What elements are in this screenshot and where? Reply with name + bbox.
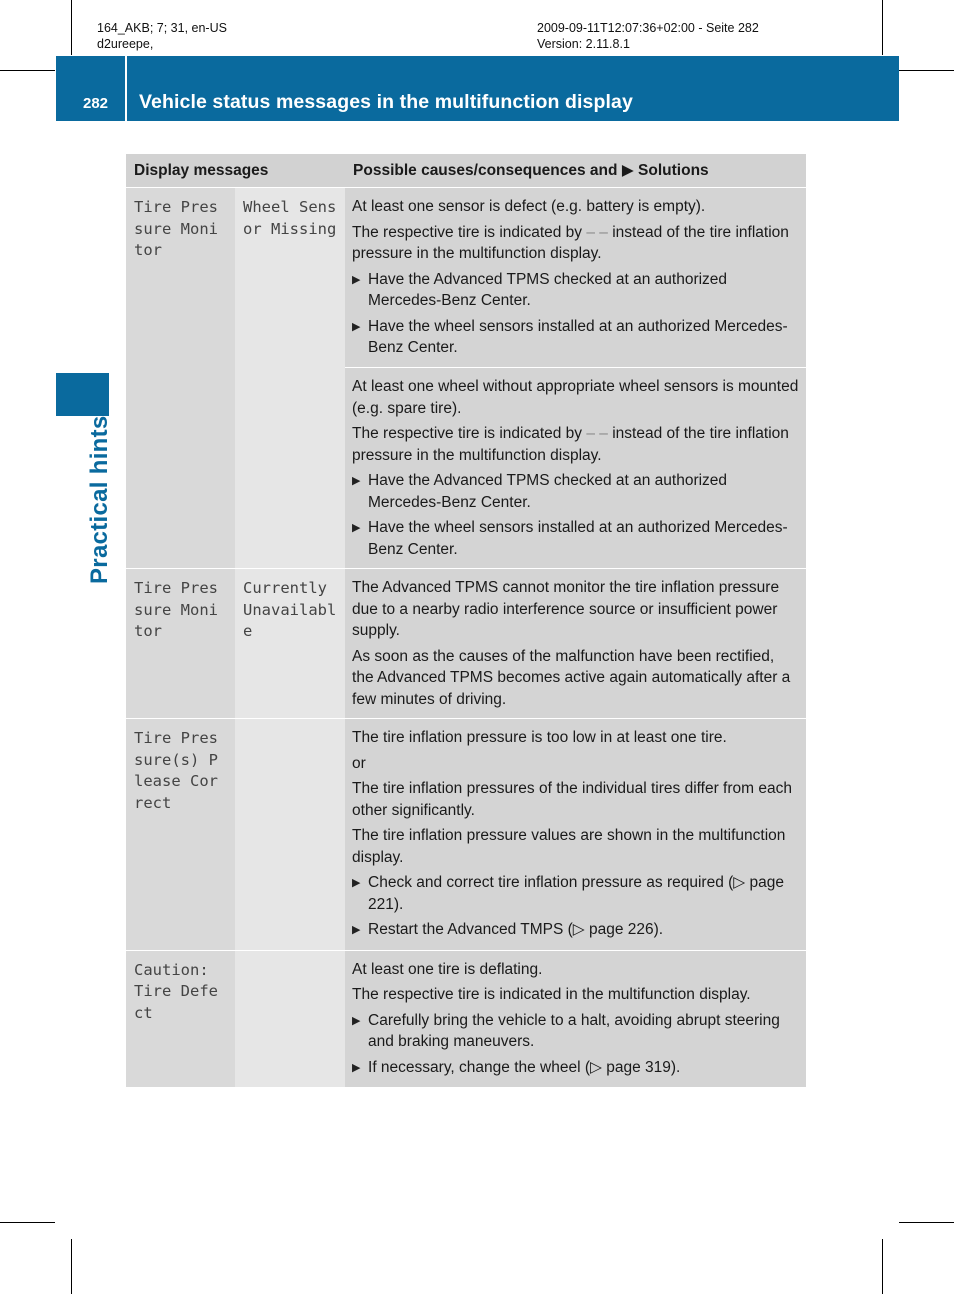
display-message-secondary (235, 950, 345, 1088)
solution-item (352, 269, 799, 312)
display-message-primary: Tire Pressure Monitor (126, 188, 235, 568)
cause-text: At least one tire is deflating. (352, 960, 543, 978)
print-meta-right (537, 20, 759, 52)
print-meta-left (97, 20, 227, 52)
solution-text: Have the wheel sensors installed at an authorized Mercedes-Benz Center. (368, 317, 788, 356)
status-messages-table (126, 154, 806, 1087)
crop-mark (882, 0, 883, 55)
crop-mark (882, 1239, 883, 1294)
column-header-solutions-text: Solutions (638, 162, 709, 179)
cause-text (352, 222, 799, 265)
solution-text: Have the wheel sensors installed at an authorized Mercedes-Benz Center. (368, 519, 788, 558)
cause-text: The respective tire is indicated in the multifunction display. (352, 986, 751, 1003)
table-row (126, 718, 806, 950)
column-header-display-messages: Display messages (126, 154, 345, 188)
header-divider (125, 56, 127, 121)
crop-mark (0, 1222, 55, 1223)
cause-text-part: The respective tire is indicated by (352, 425, 583, 442)
display-message-primary: Tire Pressure(s) Please Correct (126, 718, 235, 950)
table-header-row (126, 154, 806, 188)
display-message-primary: Tire Pressure Monitor (126, 568, 235, 718)
cause-text-part: instead of the tire inflation pressure in the multifunction display. (352, 425, 789, 464)
cause-text: The tire inflation pressures of the individual tires differ from each other significantly. (352, 780, 792, 819)
bullet-triangle-icon: ▶ (352, 320, 361, 333)
causes-cell (345, 950, 806, 1088)
solution-item (352, 872, 799, 915)
table-row (126, 188, 806, 367)
cause-text: or (352, 754, 366, 772)
solution-text: Restart the Advanced TMPS (▷ page 226). (368, 921, 664, 938)
side-tab-marker (56, 373, 109, 416)
display-message-primary: Caution: Tire Defect (126, 950, 235, 1088)
cause-text (352, 423, 799, 466)
side-tab-label: Practical hints (86, 415, 113, 584)
crop-mark (899, 70, 954, 71)
causes-cell (345, 718, 806, 950)
solution-text: Have the Advanced TPMS checked at an authorized Mercedes-Benz Center. (368, 472, 728, 511)
bullet-triangle-icon: ▶ (352, 273, 361, 286)
column-header-causes (345, 154, 806, 188)
solution-text: Carefully bring the vehicle to a halt, avoiding abrupt steering and braking maneuvers. (368, 1011, 780, 1050)
meta-line: 2009-09-11T12:07:36+02:00 - Seite 282 (537, 21, 759, 35)
bullet-triangle-icon: ▶ (352, 475, 361, 487)
bullet-triangle-icon: ▶ (352, 1061, 361, 1074)
causes-cell (345, 568, 806, 718)
page-title: Vehicle status messages in the multifunction display (139, 91, 633, 113)
solution-item (352, 517, 799, 560)
table-row (126, 950, 806, 1088)
display-message-secondary: Currently Unavailable (235, 568, 345, 718)
solution-text: Have the Advanced TPMS checked at an authorized Mercedes-Benz Center. (368, 270, 728, 309)
display-message-secondary (235, 718, 345, 950)
crop-mark (899, 1222, 954, 1223)
column-header-causes-text: Possible causes/consequences and (353, 162, 618, 179)
cause-text-part: The respective tire is indicated by (352, 223, 583, 241)
cause-text: At least one wheel without appropriate wheel sensors is mounted (e.g. spare tire). (352, 378, 799, 417)
display-message-secondary: Wheel Sensor Missing (235, 188, 345, 568)
bullet-triangle-icon: ▶ (352, 877, 361, 889)
meta-line: Version: 2.11.8.1 (537, 37, 630, 51)
bullet-triangle-icon: ▶ (352, 1014, 361, 1027)
crop-mark (0, 70, 55, 71)
solution-item (352, 470, 799, 513)
crop-mark (71, 1239, 72, 1294)
crop-mark (71, 0, 72, 55)
bullet-triangle-icon: ▶ (352, 522, 361, 534)
solution-item (352, 919, 799, 942)
causes-cell (345, 188, 806, 367)
solution-item (352, 1057, 799, 1080)
solution-item (352, 316, 799, 359)
solution-text: If necessary, change the wheel (▷ page 319). (368, 1058, 681, 1076)
cause-text: At least one sensor is defect (e.g. battery is empty). (352, 198, 706, 215)
page-number: 282 (83, 95, 109, 112)
cause-text: The tire inflation pressure is too low in at least one tire. (352, 729, 727, 746)
solution-item (352, 1010, 799, 1053)
bullet-triangle-icon: ▶ (352, 924, 361, 936)
cause-text: The Advanced TPMS cannot monitor the tire inflation pressure due to a nearby radio interference source or insufficient power supply. (352, 579, 780, 639)
cause-text: As soon as the causes of the malfunction have been rectified, the Advanced TPMS becomes active again automatically after a few minutes of driving. (352, 647, 791, 708)
solution-text: Check and correct tire inflation pressure as required (▷ page 221). (368, 874, 785, 913)
triangle-icon: ▶ (621, 162, 634, 179)
dash-indicator: – – (586, 223, 608, 241)
meta-line: d2ureepe, (97, 37, 154, 51)
meta-line: 164_AKB; 7; 31, en-US (97, 21, 227, 35)
cause-text-part: instead of the tire inflation pressure in the multifunction display. (352, 223, 789, 262)
cause-text: The tire inflation pressure values are shown in the multifunction display. (352, 827, 786, 866)
table-row (126, 568, 806, 718)
causes-cell (345, 367, 806, 568)
dash-indicator: – – (586, 425, 608, 442)
